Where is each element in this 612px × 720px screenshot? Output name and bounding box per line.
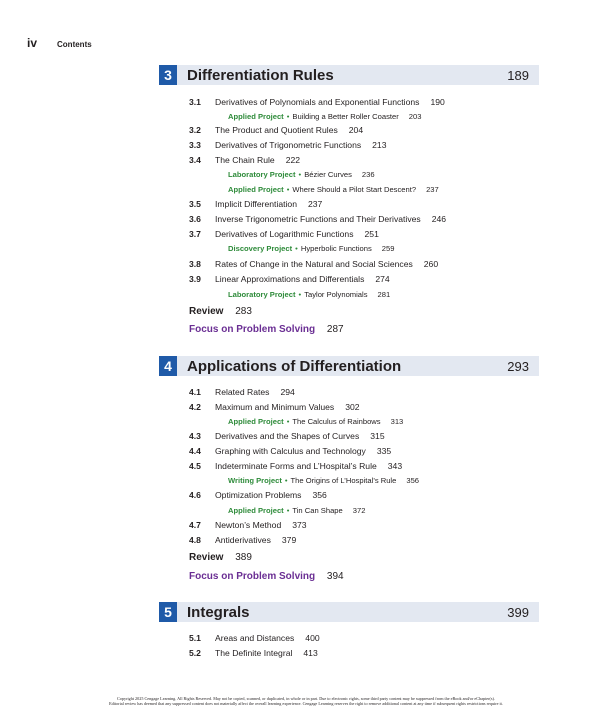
section-number: 5.2	[189, 648, 201, 658]
section-number: 3.1	[189, 97, 201, 107]
section-title: Derivatives of Trigonometric Functions	[215, 140, 362, 150]
review-page: 389	[235, 552, 252, 563]
project-title: The Calculus of Rainbows	[292, 417, 381, 426]
running-head-label: Contents	[57, 40, 92, 49]
chapter-number: 5	[159, 602, 177, 622]
section-number: 3.4	[189, 155, 201, 165]
section-number: 4.5	[189, 461, 201, 471]
toc-project-entry[interactable]	[228, 506, 365, 515]
toc-project-entry[interactable]	[228, 417, 403, 426]
section-title: Areas and Distances	[215, 633, 295, 643]
running-head	[27, 36, 92, 50]
toc-section-entry[interactable]	[189, 520, 307, 530]
toc-section-entry[interactable]	[189, 402, 360, 412]
project-title: Where Should a Pilot Start Descent?	[292, 185, 417, 194]
section-title: The Product and Quotient Rules	[215, 125, 338, 135]
copyright-line: Editorial review has deemed that any suppressed content does not materially affect the overall learning experience. Cengage Learning reserves the right to remove additional content at any time if subsequent rights restrictions require it.	[109, 701, 503, 707]
project-page: 236	[361, 170, 375, 179]
section-page: 222	[285, 155, 301, 165]
project-page: 313	[390, 417, 404, 426]
copyright-line: Copyright 2025 Cengage Learning. All Rights Reserved. May not be copied, scanned, or duplicated, in whole or in part. Due to electronic rights, some third party content may be suppressed from the eBook and/or eChapter(s).	[117, 696, 495, 701]
section-page: 413	[303, 648, 318, 658]
section-number: 3.8	[189, 259, 201, 269]
toc-section-entry[interactable]	[189, 387, 295, 397]
section-title: Derivatives of Polynomials and Exponential Functions	[215, 97, 420, 107]
toc-section-entry[interactable]	[189, 97, 445, 107]
chapter-number: 3	[159, 65, 177, 85]
bullet-icon: •	[298, 170, 302, 179]
focus-on-problem-solving-entry[interactable]	[189, 571, 344, 582]
project-type: Applied Project	[228, 506, 284, 515]
section-title: Derivatives and the Shapes of Curves	[215, 431, 360, 441]
section-title: Graphing with Calculus and Technology	[215, 446, 366, 456]
section-page: 294	[280, 387, 295, 397]
project-page: 237	[426, 185, 439, 194]
bullet-icon: •	[284, 476, 288, 485]
project-type: Discovery Project	[228, 244, 293, 253]
project-title: The Origins of L’Hospital’s Rule	[290, 476, 397, 485]
section-number: 4.4	[189, 446, 201, 456]
section-page: 302	[345, 402, 360, 412]
project-title: Building a Better Roller Coaster	[292, 112, 399, 121]
copyright-notice	[40, 696, 572, 707]
section-title: Maximum and Minimum Values	[215, 402, 335, 412]
toc-section-entry[interactable]	[189, 446, 391, 456]
section-number: 4.3	[189, 431, 201, 441]
chapter-title: Differentiation Rules	[187, 66, 334, 84]
focus-on-problem-solving-entry[interactable]	[189, 324, 344, 335]
bullet-icon: •	[286, 112, 290, 121]
toc-section-entry[interactable]	[189, 633, 320, 643]
section-page: 379	[281, 535, 297, 545]
toc-section-entry[interactable]	[189, 431, 385, 441]
bullet-icon: •	[286, 417, 290, 426]
project-page: 203	[408, 112, 422, 121]
section-page: 260	[423, 259, 439, 269]
project-page: 281	[377, 290, 391, 299]
section-title: Indeterminate Forms and L’Hospital’s Rule	[215, 461, 377, 471]
toc-section-entry[interactable]	[189, 125, 363, 135]
toc-section-entry[interactable]	[189, 490, 327, 500]
project-title: Hyperbolic Functions	[300, 244, 372, 253]
chapter-page: 189	[507, 67, 529, 83]
bullet-icon: •	[286, 506, 290, 515]
section-page: 356	[312, 490, 327, 500]
toc-section-entry[interactable]	[189, 140, 387, 150]
section-page: 315	[370, 431, 385, 441]
bullet-icon: •	[295, 244, 298, 253]
section-number: 3.7	[189, 229, 201, 239]
focus-label: Focus on Problem Solving	[189, 571, 316, 582]
toc-project-entry[interactable]	[228, 244, 394, 253]
toc-project-entry[interactable]	[228, 112, 421, 121]
section-page: 190	[430, 97, 445, 107]
project-title: Tin Can Shape	[292, 506, 343, 515]
chapter-heading[interactable]	[159, 602, 539, 622]
chapter-review-entry[interactable]	[189, 306, 252, 317]
toc-section-entry[interactable]	[189, 274, 390, 284]
project-type: Laboratory Project	[228, 290, 296, 299]
section-title: Newton’s Method	[215, 520, 282, 530]
project-title: Bézier Curves	[304, 170, 352, 179]
section-title: Linear Approximations and Differentials	[215, 274, 365, 284]
section-title: The Definite Integral	[215, 648, 293, 658]
section-number: 4.6	[189, 490, 201, 500]
toc-section-entry[interactable]	[189, 259, 438, 269]
section-title: Inverse Trigonometric Functions and Their Derivatives	[215, 214, 421, 224]
toc-section-entry[interactable]	[189, 155, 300, 165]
section-page: 246	[431, 214, 447, 224]
chapter-title: Applications of Differentiation	[187, 357, 402, 375]
toc-project-entry[interactable]	[228, 185, 439, 194]
chapter-review-entry[interactable]	[189, 552, 252, 563]
section-number: 4.2	[189, 402, 201, 412]
project-type: Writing Project	[228, 476, 282, 485]
section-title: The Chain Rule	[215, 155, 275, 165]
project-type: Applied Project	[228, 417, 284, 426]
toc-section-entry[interactable]	[189, 229, 379, 239]
section-page: 373	[292, 520, 307, 530]
section-page: 213	[372, 140, 387, 150]
section-page: 274	[375, 274, 390, 284]
focus-page: 394	[326, 571, 344, 582]
section-number: 4.7	[189, 520, 201, 530]
chapter-page: 399	[507, 604, 529, 620]
chapter-heading[interactable]	[159, 65, 539, 85]
bullet-icon: •	[286, 185, 290, 194]
review-label: Review	[189, 552, 224, 563]
section-page: 237	[308, 199, 323, 209]
section-number: 4.1	[189, 387, 201, 397]
section-page: 204	[348, 125, 364, 135]
section-number: 5.1	[189, 633, 201, 643]
project-title: Taylor Polynomials	[304, 290, 368, 299]
section-page: 400	[305, 633, 320, 643]
section-number: 4.8	[189, 535, 201, 545]
chapter-title: Integrals	[187, 603, 250, 621]
project-type: Applied Project	[228, 112, 284, 121]
toc-project-entry[interactable]	[228, 290, 390, 299]
toc-section-entry[interactable]	[189, 648, 318, 658]
review-page: 283	[235, 306, 252, 317]
section-page: 335	[376, 446, 392, 456]
toc-project-entry[interactable]	[228, 170, 375, 179]
section-number: 3.9	[189, 274, 201, 284]
section-number: 3.6	[189, 214, 201, 224]
section-number: 3.5	[189, 199, 201, 209]
focus-label: Focus on Problem Solving	[189, 324, 316, 335]
project-page: 372	[352, 506, 366, 515]
section-title: Related Rates	[215, 387, 270, 397]
bullet-icon: •	[298, 290, 302, 299]
section-page: 343	[387, 461, 403, 471]
section-number: 3.3	[189, 140, 201, 150]
toc-section-entry[interactable]	[189, 535, 296, 545]
toc-section-entry[interactable]	[189, 461, 402, 471]
focus-page: 287	[326, 324, 344, 335]
section-title: Derivatives of Logarithmic Functions	[215, 229, 354, 239]
section-title: Implicit Differentiation	[215, 199, 297, 209]
toc-section-entry[interactable]	[189, 214, 446, 224]
page-number: iv	[27, 36, 38, 50]
chapter-page: 293	[507, 358, 529, 374]
project-type: Laboratory Project	[228, 170, 296, 179]
project-page: 356	[406, 476, 420, 485]
section-title: Rates of Change in the Natural and Social Sciences	[215, 259, 413, 269]
section-title: Optimization Problems	[215, 490, 302, 500]
review-label: Review	[189, 306, 224, 317]
project-type: Applied Project	[228, 185, 284, 194]
section-title: Antiderivatives	[215, 535, 271, 545]
chapter-number: 4	[159, 356, 177, 376]
toc-project-entry[interactable]	[228, 476, 419, 485]
project-page: 259	[381, 244, 395, 253]
section-page: 251	[364, 229, 379, 239]
chapter-heading[interactable]	[159, 356, 539, 376]
section-number: 3.2	[189, 125, 201, 135]
toc-section-entry[interactable]	[189, 199, 322, 209]
